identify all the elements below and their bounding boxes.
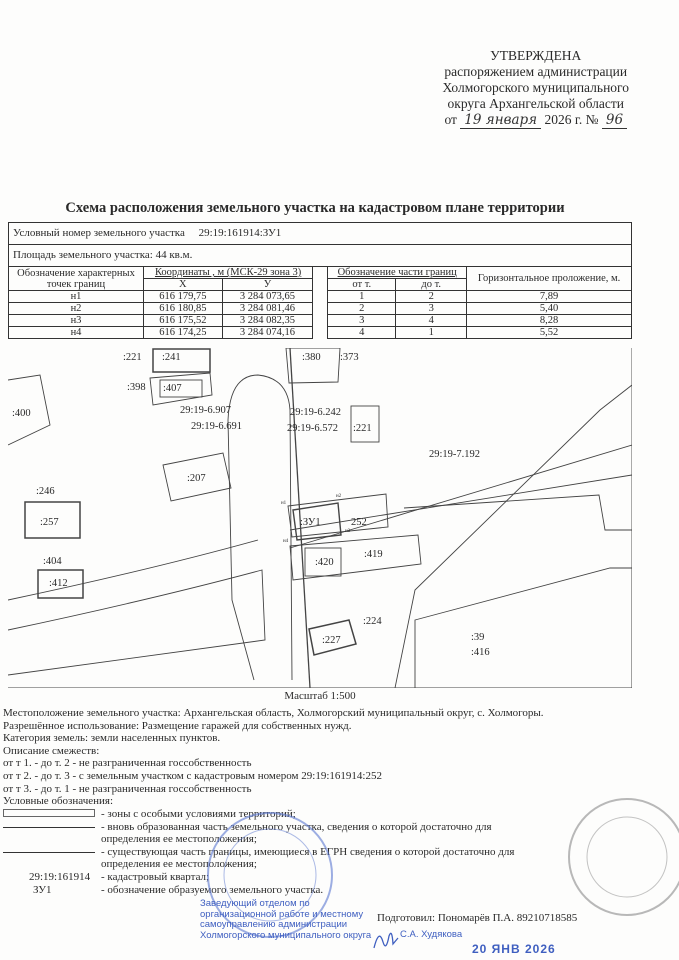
legend-swatch-zone [3,808,101,821]
approval-line: Холмогорского муниципального [442,80,629,95]
legend-key: ЗУ1 [33,883,52,896]
adjacency-item: от т 2. - до т. 3 - с земельным участком с кадастровым номером 29:19:161914:252 [3,769,382,782]
adjacency-item: от т 1. - до т. 2 - не разграниченная госсобственность [3,757,252,770]
document-title: Схема расположения земельного участка на кадастровом плане территории [65,200,565,216]
zone-label: 29:19-6.572 [287,423,339,434]
point-label: н2 [336,494,342,499]
approval-line: распоряжением администрации [444,64,628,79]
map-label: :420 [315,557,334,568]
legend-text: - обозначение образуемого земельного участка. [101,883,324,896]
cell: н4 [9,327,144,339]
date-prefix: от [444,112,457,127]
point-label: н4 [283,539,289,544]
official-stamp-text: Заведующий отделом по организационной работе и местному самоуправлению администрации Холмогорского муниципального округа [200,898,372,941]
date-stamp: 20 ЯНВ 2026 [472,942,556,956]
legend-text: - кадастровый квартал; [101,870,210,883]
cell: н2 [9,303,144,315]
cell: 616 175,52 [144,315,223,327]
cell: 5,40 [467,303,632,315]
cell: 616 180,85 [144,303,223,315]
cell: 1 [396,327,467,339]
cell: н1 [9,291,144,303]
map-label: :416 [471,647,490,658]
legend-heading: Условные обозначения: [3,795,114,808]
cell: 1 [328,291,396,303]
map-label: :419 [364,549,383,560]
spacer [313,267,328,339]
cell: 616 174,25 [144,327,223,339]
parcel-table [8,222,632,339]
parcel-number-row [9,223,632,245]
cell: 5,52 [467,327,632,339]
signature [372,924,400,958]
map-label: :241 [162,352,181,363]
cell: 2 [328,303,396,315]
col-from: от т. [328,279,396,291]
cell: н3 [9,315,144,327]
cell: 3 [328,315,396,327]
zone-label: 29:19-6.907 [180,405,232,416]
col-y: У [222,279,313,291]
legend-text: - вновь образованная часть земельного участка, сведения о которой достаточно для определения ее местоположения; [101,820,492,846]
map-label: :227 [322,635,341,646]
map-label: :400 [12,408,31,419]
map-label: :407 [163,383,182,394]
handwritten-date: 19 января [460,112,541,129]
parcel-area: Площадь земельного участка: 44 кв.м. [9,245,632,267]
legend-text: - существующая часть границы, имеющиеся в ЕГРН сведения о которой достаточно для определения ее местоположения; [101,845,515,871]
new-parcel-label: :ЗУ1 [300,517,321,528]
cell: 4 [328,327,396,339]
map-label: :373 [340,352,359,363]
map-label: :412 [49,578,68,589]
map-label: :257 [40,517,59,528]
label: Условный номер земельного участка [13,227,185,239]
parcel-252 [288,494,388,537]
cell: 3 284 073,65 [222,291,313,303]
point-label: н1 [281,501,287,506]
map-label: :221 [353,423,372,434]
col-part: Обозначение части границ [328,267,467,279]
col-length: Горизонтальное проложение, м. [467,267,632,291]
approval-date-line [443,112,630,129]
col-to: до т. [396,279,467,291]
cadastral-map [8,348,632,688]
legend-swatch-new-boundary [3,821,101,846]
legend-key: 29:19:161914 [29,870,91,883]
map-label: 252 [351,517,367,528]
point-label: н3 [345,529,351,534]
cell: 7,89 [467,291,632,303]
map-scale: Масштаб 1:500 [284,690,356,702]
cell: 3 284 081,46 [222,303,313,315]
cell: 8,28 [467,315,632,327]
parcel-39 [415,568,632,688]
cell: 616 179,75 [144,291,223,303]
map-label: :224 [363,616,382,627]
cell: 3 [396,303,467,315]
zone-line [395,385,632,688]
map-labels [12,352,490,658]
legend-swatch-existing-boundary [3,846,101,871]
approval-line: округа Архангельской области [447,96,624,111]
prepared-by: Подготовил: Пономарёв П.А. 89210718585 [377,912,578,924]
official-name: С.А. Худякова [400,929,463,940]
year-text: 2026 г. № [544,112,599,127]
permitted-use-text: Разрешённое использование: Размещение гаражей для собственных нужд. [3,719,352,732]
col-x: X [144,279,223,291]
cell: 2 [396,291,467,303]
zone-label: 29:19-6.691 [191,421,243,432]
map-label: :39 [471,632,485,643]
parcel-boundary [404,495,632,530]
col-coords: Координаты , м (МСК-29 зона 3) [144,267,313,279]
zone-line [8,570,265,675]
parcel-number: 29:19:161914:ЗУ1 [198,227,282,239]
cell: 3 284 082,35 [222,315,313,327]
map-label: :207 [187,473,206,484]
col-point: Обозначение характерных точек границ [9,267,144,291]
location-text: Местоположение земельного участка: Архангельская область, Холмогорский муниципальный округ, с. Холмогоры. [3,707,544,719]
map-label: :398 [127,382,146,393]
cell: 4 [396,315,467,327]
parcel-description [3,707,544,808]
map-label: :404 [43,556,62,567]
cell: 3 284 074,16 [222,327,313,339]
adjacency-item: от т 3. - до т. 1 - не разграниченная госсобственность [3,782,252,795]
approval-heading: УТВЕРЖДЕНА [490,48,582,63]
approval-block [443,48,630,129]
map-label: :246 [36,486,55,497]
round-seal-right [565,795,679,925]
land-category-text: Категория земель: земли населенных пунктов. [3,732,221,745]
zone-line [290,475,632,530]
zone-label: 29:19-6.242 [290,407,342,418]
zone-label: 29:19-7.192 [429,449,481,460]
adjacency-heading: Описание смежеств: [3,744,100,757]
legend-text: - зоны с особыми условиями территорий; [101,808,296,820]
handwritten-number: 96 [602,112,627,129]
map-label: :380 [302,352,321,363]
map-label: :221 [123,352,142,363]
